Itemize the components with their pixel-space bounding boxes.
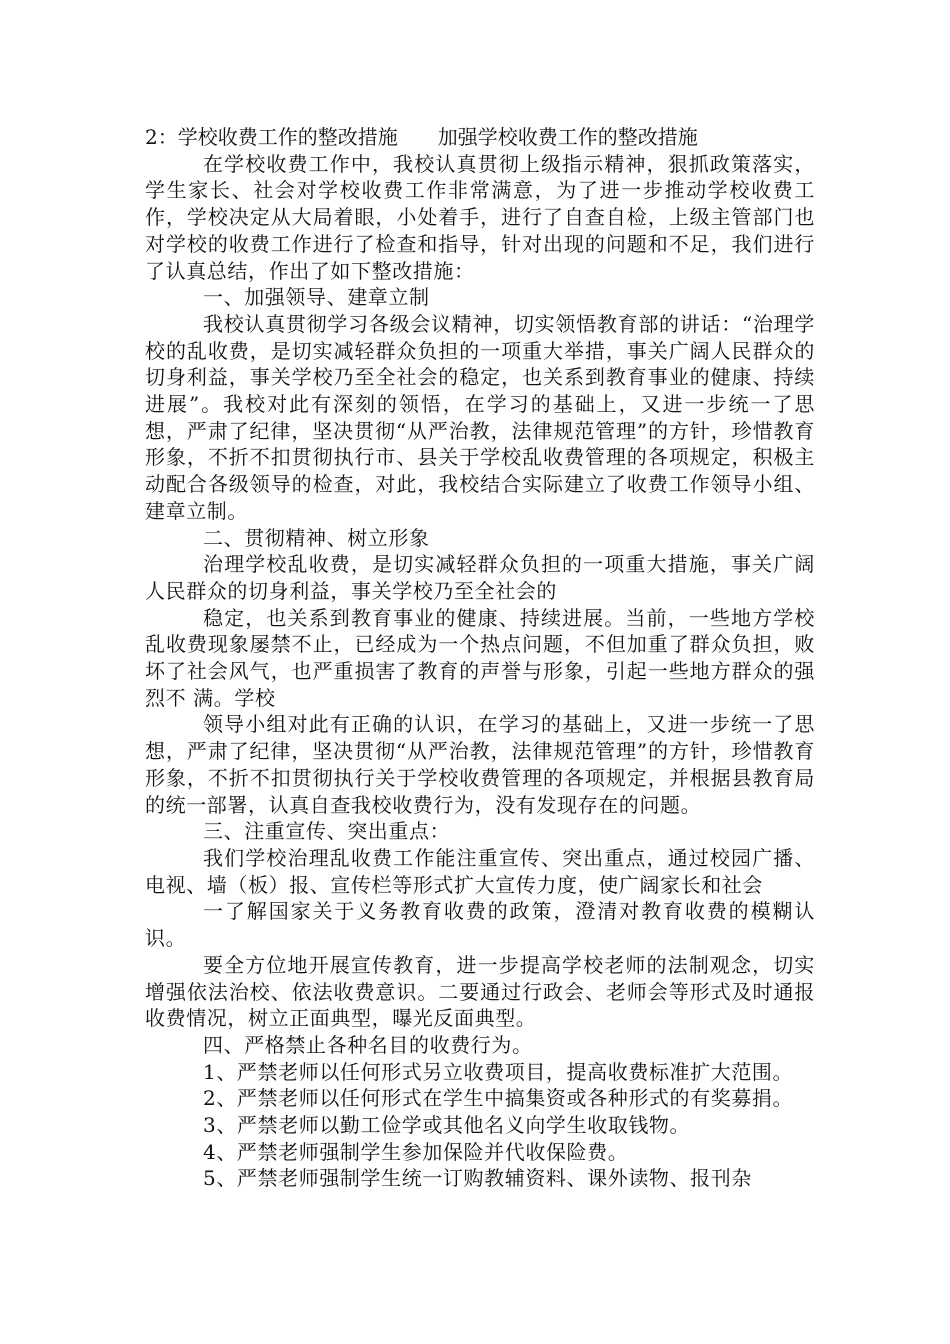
paragraph: 一了解国家关于义务教育收费的政策，澄清对教育收费的模糊认识。 <box>145 899 815 951</box>
paragraph: 我校认真贯彻学习各级会议精神，切实领悟教育部的讲话：“治理学校的乱收费，是切实减轻群众负担的一项重大举措，事关广阔人民群众的切身利益，事关学校乃至全社会的稳定，也关系到教育事业的健康、持续进展”。我校对此有深刻的领悟，在学习的基础上，又进一步统一了思想，严肃了纪律，坚决贯彻“从严治教，法律规范管理”的方针，珍惜教育形象，不折不扣贯彻执行市、县关于学校乱收费管理的各项规定，积极主动配合各级领导的检查，对此，我校结合实际建立了收费工作领导小组、建章立制。 <box>145 311 815 523</box>
paragraph: 要全方位地开展宣传教育，进一步提高学校老师的法制观念，切实增强依法治校、依法收费意识。二要通过行政会、老师会等形式及时通报收费情况，树立正面典型，曝光反面典型。 <box>145 952 815 1031</box>
list-item: 2、严禁老师以任何形式在学生中搞集资或各种形式的有奖募捐。 <box>203 1086 794 1111</box>
paragraph: 治理学校乱收费，是切实减轻群众负担的一项重大措施，事关广阔人民群众的切身利益，事关学校乃至全社会的 <box>145 552 815 603</box>
section-heading: 一、加强领导、建章立制 <box>203 285 430 310</box>
paragraph: 我们学校治理乱收费工作能注重宣传、突出重点，通过校园广播、电视、墙（板）报、宣传栏等形式扩大宣传力度，使广阔家长和社会 <box>145 845 815 897</box>
title-right: 加强学校收费工作的整改措施 <box>437 125 698 149</box>
document-title <box>145 124 815 151</box>
document-body <box>145 124 815 1192</box>
list-item: 5、严禁老师强制学生统一订购教辅资料、课外读物、报刊杂 <box>203 1166 752 1191</box>
title-left: 2：学校收费工作的整改措施 <box>145 125 398 149</box>
paragraph: 在学校收费工作中，我校认真贯彻上级指示精神，狠抓政策落实，学生家长、社会对学校收费工作非常满意，为了进一步推动学校收费工作，学校决定从大局着眼，小处着手，进行了自查自检，上级主管部门也对学校的收费工作进行了检查和指导，针对出现的问题和不足，我们进行了认真总结，作出了如下整改措施： <box>145 151 815 283</box>
paragraph: 领导小组对此有正确的认识，在学习的基础上，又进一步统一了思想，严肃了纪律，坚决贯彻“从严治教，法律规范管理”的方针，珍惜教育形象，不折不扣贯彻执行关于学校收费管理的各项规定，并根据县教育局的统一部署，认真自查我校收费行为，没有发现存在的问题。 <box>145 712 815 817</box>
list-item: 1、严禁老师以任何形式另立收费项目，提高收费标准扩大范围。 <box>203 1059 794 1084</box>
paragraph: 稳定，也关系到教育事业的健康、持续进展。当前，一些地方学校乱收费现象屡禁不止，已经成为一个热点问题，不但加重了群众负担，败坏了社会风气，也严重损害了教育的声誉与形象，引起一些地方群众的强烈不 满。学校 <box>145 605 815 710</box>
section-heading: 二、贯彻精神、树立形象 <box>203 525 430 550</box>
list-item: 4、严禁老师强制学生参加保险并代收保险费。 <box>203 1139 629 1164</box>
section-heading: 三、注重宣传、突出重点： <box>203 819 451 844</box>
section-heading: 四、严格禁止各种名目的收费行为。 <box>203 1032 533 1057</box>
list-item: 3、严禁老师以勤工俭学或其他名义向学生收取钱物。 <box>203 1113 691 1138</box>
